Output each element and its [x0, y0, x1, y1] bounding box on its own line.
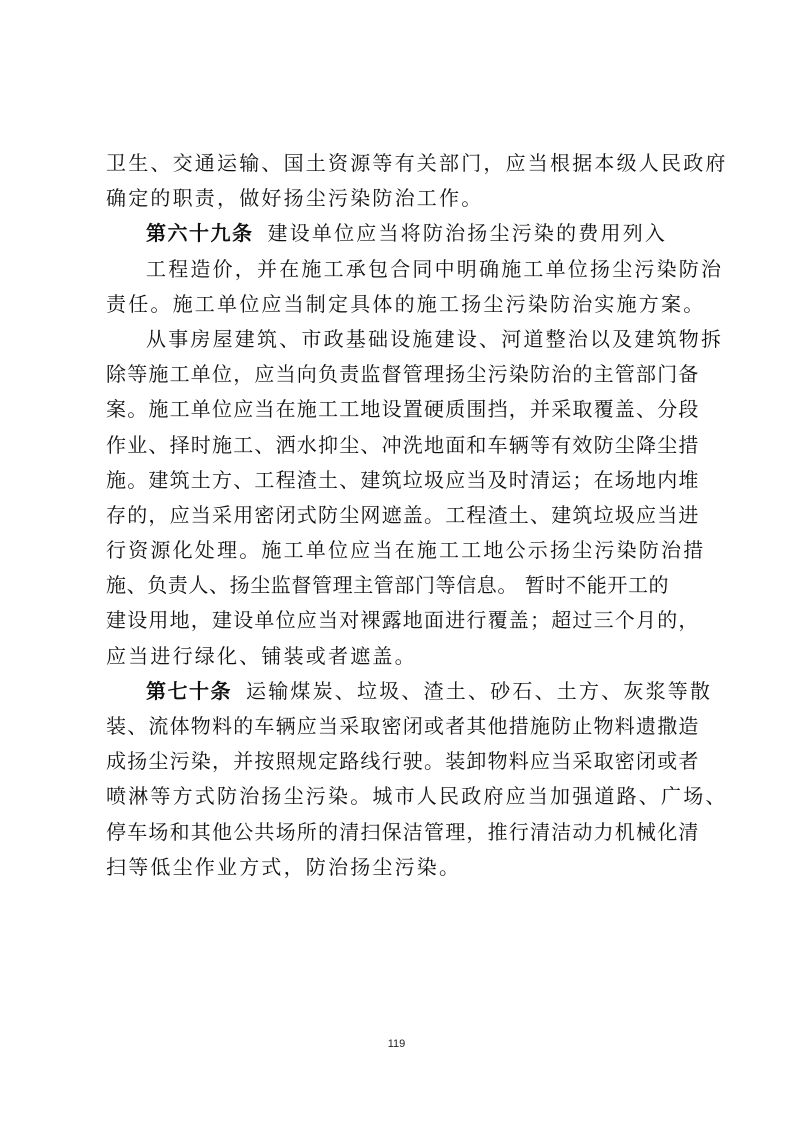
text-line: 从事房屋建筑、市政基础设施建设、河道整治以及建筑物拆: [146, 326, 724, 351]
text-line: 施。建筑土方、工程渣土、建筑垃圾应当及时清运；在场地内堆: [106, 467, 700, 492]
text-line: 卫生、交通运输、国土资源等有关部门，应当根据本级人民政府: [106, 151, 728, 175]
text-line: 施、负责人、扬尘监督管理主管部门等信息。 暂时不能开工的: [106, 573, 670, 598]
text-line: 案。施工单位应当在施工工地设置硬质围挡，并采取覆盖、分段: [106, 397, 700, 422]
text-line: 作业、择时施工、洒水抑尘、冲洗地面和车辆等有效防尘降尘措: [106, 432, 700, 457]
text-line: 应当进行绿化、铺装或者遮盖。: [106, 643, 417, 668]
text-line: 喷淋等方式防治扬尘污染。城市人民政府应当加强道路、广场、: [106, 784, 728, 809]
article-69-paragraph: [106, 216, 696, 251]
text-line: 行资源化处理。施工单位应当在施工工地公示扬尘污染防治措: [106, 538, 706, 563]
page-number: 119: [387, 1038, 406, 1050]
text-line: 成扬尘污染，并按照规定路线行驶。装卸物料应当采取密闭或者: [106, 749, 700, 774]
article-69-text: 建设单位应当将防治扬尘污染的费用列入: [267, 221, 668, 246]
text-line: 责任。施工单位应当制定具体的施工扬尘污染防治实施方案。: [106, 291, 706, 316]
text-line: 扫等低尘作业方式，防治扬尘污染。: [106, 854, 462, 879]
text-line: 装、流体物料的车辆应当采取密闭或者其他措施防止物料遗撒造: [106, 714, 700, 738]
document-body: [106, 146, 728, 885]
article-69-heading: 第六十九条: [146, 221, 254, 246]
text-line: 停车场和其他公共场所的清扫保洁管理，推行清洁动力机械化清: [106, 819, 700, 844]
text-line: 除等施工单位，应当向负责监督管理扬尘污染防治的主管部门备: [106, 362, 700, 387]
article-70-paragraph: [106, 674, 713, 709]
text-line: 确定的职责，做好扬尘污染防治工作。: [106, 186, 484, 211]
text-line: 存的，应当采用密闭式防尘网遮盖。工程渣土、建筑垃圾应当进: [106, 502, 700, 527]
text-line: 工程造价，并在施工承包合同中明确施工单位扬尘污染防治: [146, 256, 724, 281]
article-70-heading: 第七十条: [146, 678, 232, 703]
article-70-text: 运输煤炭、垃圾、渣土、砂石、土方、灰浆等散: [246, 678, 713, 703]
text-line: 建设用地，建设单位应当对裸露地面进行覆盖；超过三个月的，: [106, 608, 700, 633]
